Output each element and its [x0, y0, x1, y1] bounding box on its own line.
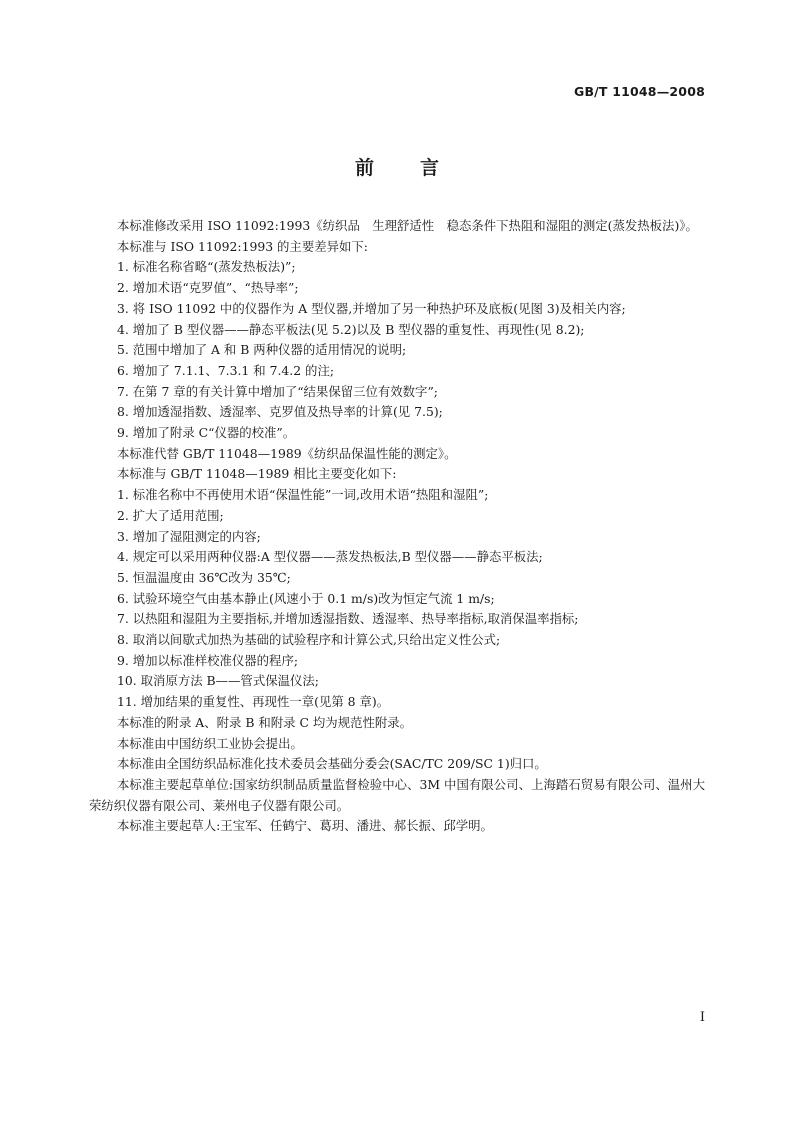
- paragraph: 本标准主要起草人:王宝军、任鹤宁、葛玥、潘进、郝长振、邱学明。: [117, 818, 493, 834]
- paragraph: 本标准修改采用 ISO 11092:1993《纺织品 生理舒适性 稳态条件下热阻和湿阻的测定(蒸发热板法)》。: [117, 218, 698, 233]
- paragraph: 1. 标准名称省略“(蒸发热板法)”;: [117, 259, 296, 275]
- paragraph: 8. 增加透湿指数、透湿率、克罗值及热导率的计算(见 7.5);: [117, 404, 443, 420]
- paragraph: 本标准由全国纺织品标准化技术委员会基础分委会(SAC/TC 209/SC 1)归口。: [117, 756, 547, 772]
- paragraph: 8. 取消以间歇式加热为基础的试验程序和计算公式,只给出定义性公式;: [117, 632, 501, 648]
- page-title: 前言: [354, 157, 485, 179]
- paragraph: 7. 以热阻和湿阻为主要指标,并增加透湿指数、透湿率、热导率指标,取消保温率指标;: [117, 611, 579, 627]
- paragraph: 9. 增加了附录 C“仪器的校准”。: [117, 425, 296, 441]
- paragraph: 6. 试验环境空气由基本静止(风速小于 0.1 m/s)改为恒定气流 1 m/s;: [117, 590, 495, 606]
- paragraph: 4. 增加了 B 型仪器——静态平板法(见 5.2)以及 B 型仪器的重复性、再现性(见 8.2);: [117, 321, 585, 337]
- paragraph: 3. 将 ISO 11092 中的仪器作为 A 型仪器,并增加了另一种热护环及底板(见图 3)及相关内容;: [117, 300, 626, 316]
- paragraph: 本标准与 ISO 11092:1993 的主要差异如下:: [117, 238, 368, 254]
- paragraph: 3. 增加了湿阻测定的内容;: [117, 528, 261, 544]
- paragraph: 7. 在第 7 章的有关计算中增加了“结果保留三位有效数字”;: [117, 383, 438, 399]
- paragraph: 5. 恒温温度由 36℃改为 35℃;: [117, 569, 291, 585]
- paragraph: 9. 增加以标准样校准仪器的程序;: [117, 652, 299, 668]
- paragraph: 10. 取消原方法 B——管式保温仪法;: [117, 673, 319, 689]
- paragraph: 6. 增加了 7.1.1、7.3.1 和 7.4.2 的注;: [117, 362, 335, 378]
- paragraph: 本标准由中国纺织工业协会提出。: [117, 735, 303, 751]
- paragraph: 4. 规定可以采用两种仪器:A 型仪器——蒸发热板法,B 型仪器——静态平板法;: [117, 549, 543, 565]
- paragraph: 本标准主要起草单位:国家纺织制品质量监督检验中心、3M 中国有限公司、上海踏石贸易有限公司、温州大荣纺织仪器有限公司、莱州电子仪器有限公司。: [89, 776, 705, 813]
- paragraph: 11. 增加结果的重复性、再现性一章(见第 8 章)。: [117, 694, 390, 710]
- foreword-body: [89, 216, 705, 837]
- paragraph: 本标准与 GB/T 11048—1989 相比主要变化如下:: [117, 466, 397, 482]
- paragraph: 本标准的附录 A、附录 B 和附录 C 均为规范性附录。: [117, 714, 413, 730]
- paragraph: 本标准代替 GB/T 11048—1989《纺织品保温性能的测定》。: [117, 445, 457, 461]
- paragraph: 2. 扩大了适用范围;: [117, 507, 224, 523]
- paragraph: 5. 范围中增加了 A 和 B 两种仪器的适用情况的说明;: [117, 342, 407, 358]
- page-number: I: [699, 1010, 705, 1025]
- standard-number: GB/T 11048—2008: [573, 84, 705, 99]
- paragraph: 2. 增加术语“克罗值”、“热导率”;: [117, 280, 299, 296]
- paragraph: 1. 标准名称中不再使用术语“保温性能”一词,改用术语“热阻和湿阻”;: [117, 487, 489, 503]
